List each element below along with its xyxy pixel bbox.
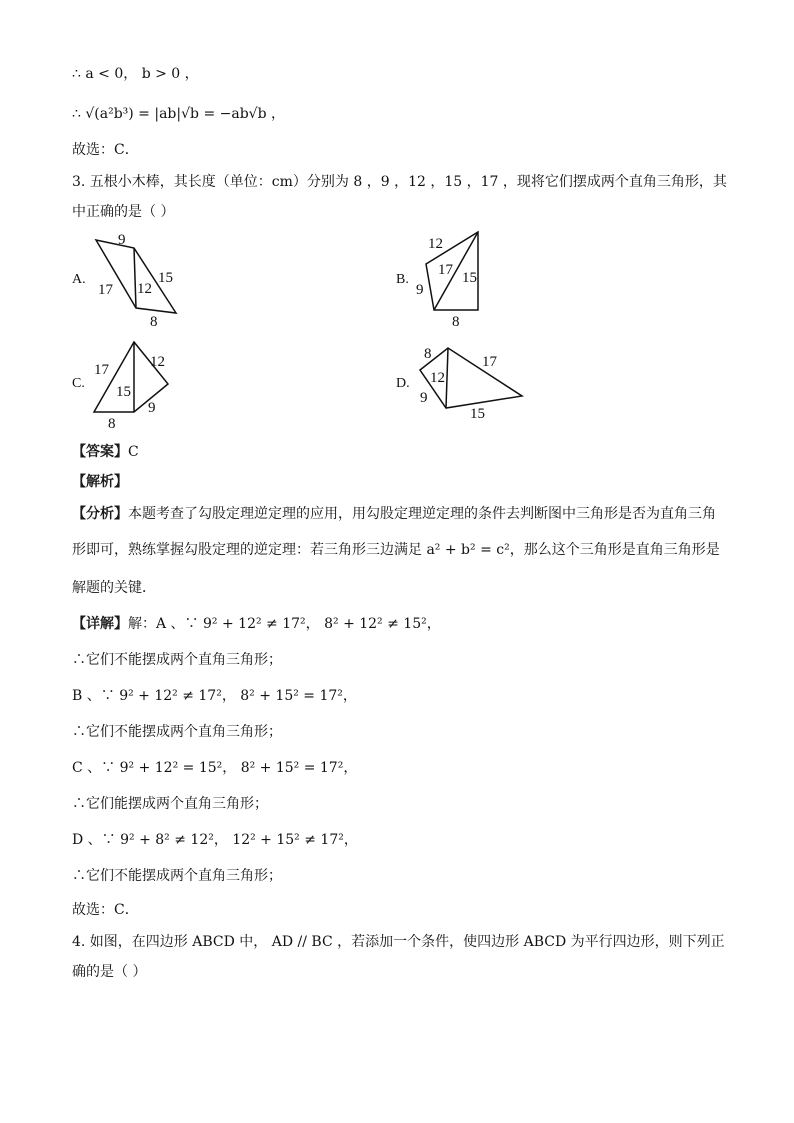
q3-stem-line1: 3. 五根小木棒，其长度（单位：cm）分别为 8 ，9 ，12 ，15 ，17 ，现将它们摆成两个直角三角形，其 <box>72 174 727 190</box>
solution-line-2: ∴ √(a²b³) = |ab|√b = −ab√b ， <box>72 106 285 122</box>
option-d-side-12: 12 <box>430 370 445 386</box>
detail-line-5: C 、∵ 9² + 12² = 15²， 8² + 15² = 17²， <box>72 760 358 776</box>
option-a-figure <box>86 228 196 328</box>
answer-tag: 【答案】 <box>72 444 128 460</box>
fenxi-line-1: 【分析】本题考查了勾股定理逆定理的应用，用勾股定理逆定理的条件去判断图中三角形是否为直角三角 <box>72 506 716 522</box>
option-b-side-9: 9 <box>416 282 424 298</box>
answer-value: C <box>128 444 139 460</box>
fenxi-line-3: 解题的关键． <box>72 580 156 596</box>
option-c-side-8: 8 <box>108 416 116 432</box>
option-d-figure <box>412 340 532 426</box>
option-a-side-8: 8 <box>150 314 158 328</box>
option-c-side-17: 17 <box>94 362 109 378</box>
option-a-side-12: 12 <box>137 281 152 297</box>
solution-line-1: ∴ a < 0， b > 0 ， <box>72 66 199 82</box>
detail-tag: 【详解】 <box>72 616 128 632</box>
option-c-side-15: 15 <box>116 384 131 400</box>
option-a-side-15: 15 <box>158 270 173 286</box>
q4-stem-line1: 4. 如图，在四边形 ABCD 中， AD // BC ，若添加一个条件，使四边形 ABCD 为平行四边形，则下列正 <box>72 934 725 950</box>
option-c-figure <box>86 336 186 432</box>
option-d-side-17: 17 <box>482 354 497 370</box>
q4-stem-line2: 确的是（ ） <box>72 964 147 980</box>
option-a-side-9: 9 <box>118 232 126 248</box>
option-b-side-17: 17 <box>438 262 453 278</box>
option-a-side-17: 17 <box>98 282 113 298</box>
detail-line-7: D 、∵ 9² + 8² ≠ 12²， 12² + 15² ≠ 17²， <box>72 832 358 848</box>
option-b-label: B. <box>396 272 409 287</box>
option-b-side-15: 15 <box>462 270 477 286</box>
option-d-side-15: 15 <box>470 406 485 422</box>
detail-choice: 故选：C． <box>72 902 139 918</box>
option-a-label: A. <box>72 272 86 287</box>
option-b-side-12: 12 <box>428 236 443 252</box>
detail-line-2: ∴它们不能摆成两个直角三角形； <box>72 652 282 668</box>
solution-choice: 故选：C． <box>72 142 139 158</box>
detail-line-8: ∴它们不能摆成两个直角三角形； <box>72 868 282 884</box>
option-d-label: D. <box>396 376 410 391</box>
detail-line-6: ∴它们能摆成两个直角三角形； <box>72 796 268 812</box>
option-d-side-8: 8 <box>424 346 432 362</box>
analysis-tag: 【解析】 <box>72 474 128 490</box>
detail-line-3: B 、∵ 9² + 12² ≠ 17²， 8² + 15² = 17²， <box>72 688 357 704</box>
option-c-side-9: 9 <box>148 400 156 416</box>
option-c-label: C. <box>72 376 85 391</box>
option-b-figure <box>412 228 502 328</box>
option-c-side-12: 12 <box>150 354 165 370</box>
q3-stem-line2: 中正确的是（ ） <box>72 204 175 220</box>
answer-line <box>72 442 139 462</box>
fenxi-tag: 【分析】 <box>72 506 128 522</box>
option-b-side-8: 8 <box>452 314 460 328</box>
fenxi-line-2: 形即可，熟练掌握勾股定理的逆定理：若三角形三边满足 a² + b² = c²，那么这个三角形是直角三角形是 <box>72 542 720 558</box>
option-d-side-9: 9 <box>420 390 428 406</box>
detail-line-4: ∴它们不能摆成两个直角三角形； <box>72 724 282 740</box>
detail-line-1: 【详解】解：A 、∵ 9² + 12² ≠ 17²， 8² + 12² ≠ 15²， <box>72 616 441 632</box>
